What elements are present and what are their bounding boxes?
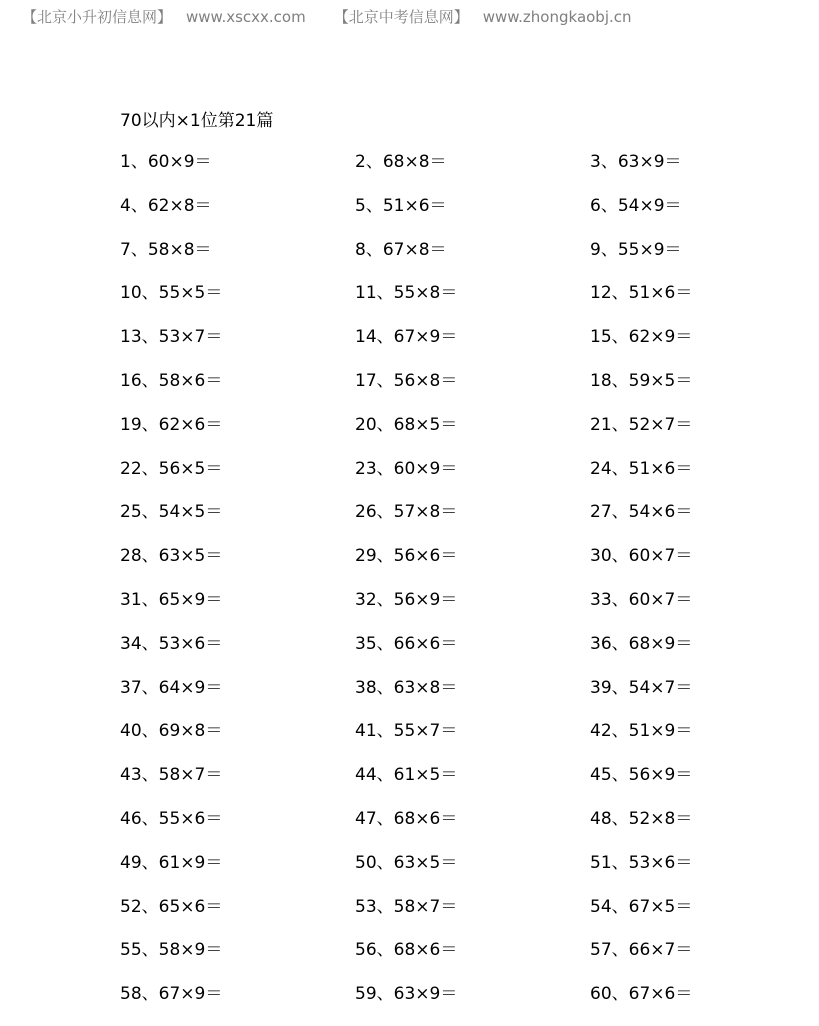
problem-item: 45、56×9＝ [590,765,693,786]
page-header [22,6,632,27]
problem-item: 18、59×5＝ [590,370,693,391]
problem-item: 43、58×7＝ [120,765,223,786]
problem-item: 54、67×5＝ [590,896,693,917]
problem-item: 46、55×6＝ [120,808,223,829]
problem-item: 16、58×6＝ [120,370,223,391]
problem-item: 24、51×6＝ [590,458,693,479]
problem-item: 58、67×9＝ [120,984,223,1005]
problem-item: 39、54×7＝ [590,677,693,698]
site1-name: 【北京小升初信息网】 [22,8,173,26]
problem-item: 30、60×7＝ [590,546,693,567]
problem-item: 25、54×5＝ [120,502,223,523]
problem-item: 8、67×8＝ [355,239,447,260]
problem-item: 9、55×9＝ [590,239,682,260]
problem-item: 41、55×7＝ [355,721,458,742]
problem-item: 4、62×8＝ [120,195,212,216]
problem-item: 37、64×9＝ [120,677,223,698]
problem-item: 59、63×9＝ [355,984,458,1005]
site2-url: www.zhongkaobj.cn [482,8,632,26]
problem-item: 53、58×7＝ [355,896,458,917]
problem-item: 49、61×9＝ [120,852,223,873]
problem-item: 22、56×5＝ [120,458,223,479]
problem-item: 32、56×9＝ [355,589,458,610]
problem-item: 27、54×6＝ [590,502,693,523]
problem-item: 26、57×8＝ [355,502,458,523]
problem-item: 13、53×7＝ [120,327,223,348]
problem-item: 34、53×6＝ [120,633,223,654]
problem-item: 15、62×9＝ [590,327,693,348]
problem-item: 47、68×6＝ [355,808,458,829]
problem-item: 52、65×6＝ [120,896,223,917]
problem-item: 44、61×5＝ [355,765,458,786]
problem-item: 11、55×8＝ [355,283,458,304]
problem-item: 35、66×6＝ [355,633,458,654]
problem-item: 31、65×9＝ [120,589,223,610]
problem-item: 28、63×5＝ [120,546,223,567]
problem-item: 2、68×8＝ [355,152,447,172]
problem-item: 20、68×5＝ [355,414,458,435]
problem-item: 23、60×9＝ [355,458,458,479]
problem-item: 60、67×6＝ [590,984,693,1005]
problem-item: 1、60×9＝ [120,152,212,172]
problem-item: 29、56×6＝ [355,546,458,567]
problem-item: 10、55×5＝ [120,283,223,304]
problem-item: 42、51×9＝ [590,721,693,742]
problem-item: 17、56×8＝ [355,370,458,391]
problem-item: 33、60×7＝ [590,589,693,610]
problem-item: 56、68×6＝ [355,940,458,961]
worksheet-title: 70以内×1位第21篇 [120,111,274,131]
site1-url: www.xscxx.com [186,8,306,26]
problem-item: 50、63×5＝ [355,852,458,873]
problem-grid [120,150,770,1026]
problem-item: 51、53×6＝ [590,852,693,873]
problem-item: 21、52×7＝ [590,414,693,435]
problem-item: 19、62×6＝ [120,414,223,435]
problem-item: 36、68×9＝ [590,633,693,654]
site2-name: 【北京中考信息网】 [333,8,469,26]
problem-item: 6、54×9＝ [590,195,682,216]
problem-item: 3、63×9＝ [590,152,682,172]
problem-item: 57、66×7＝ [590,940,693,961]
problem-item: 38、63×8＝ [355,677,458,698]
problem-item: 5、51×6＝ [355,195,447,216]
problem-item: 48、52×8＝ [590,808,693,829]
problem-item: 12、51×6＝ [590,283,693,304]
problem-item: 55、58×9＝ [120,940,223,961]
problem-item: 40、69×8＝ [120,721,223,742]
problem-item: 7、58×8＝ [120,239,212,260]
problem-item: 14、67×9＝ [355,327,458,348]
